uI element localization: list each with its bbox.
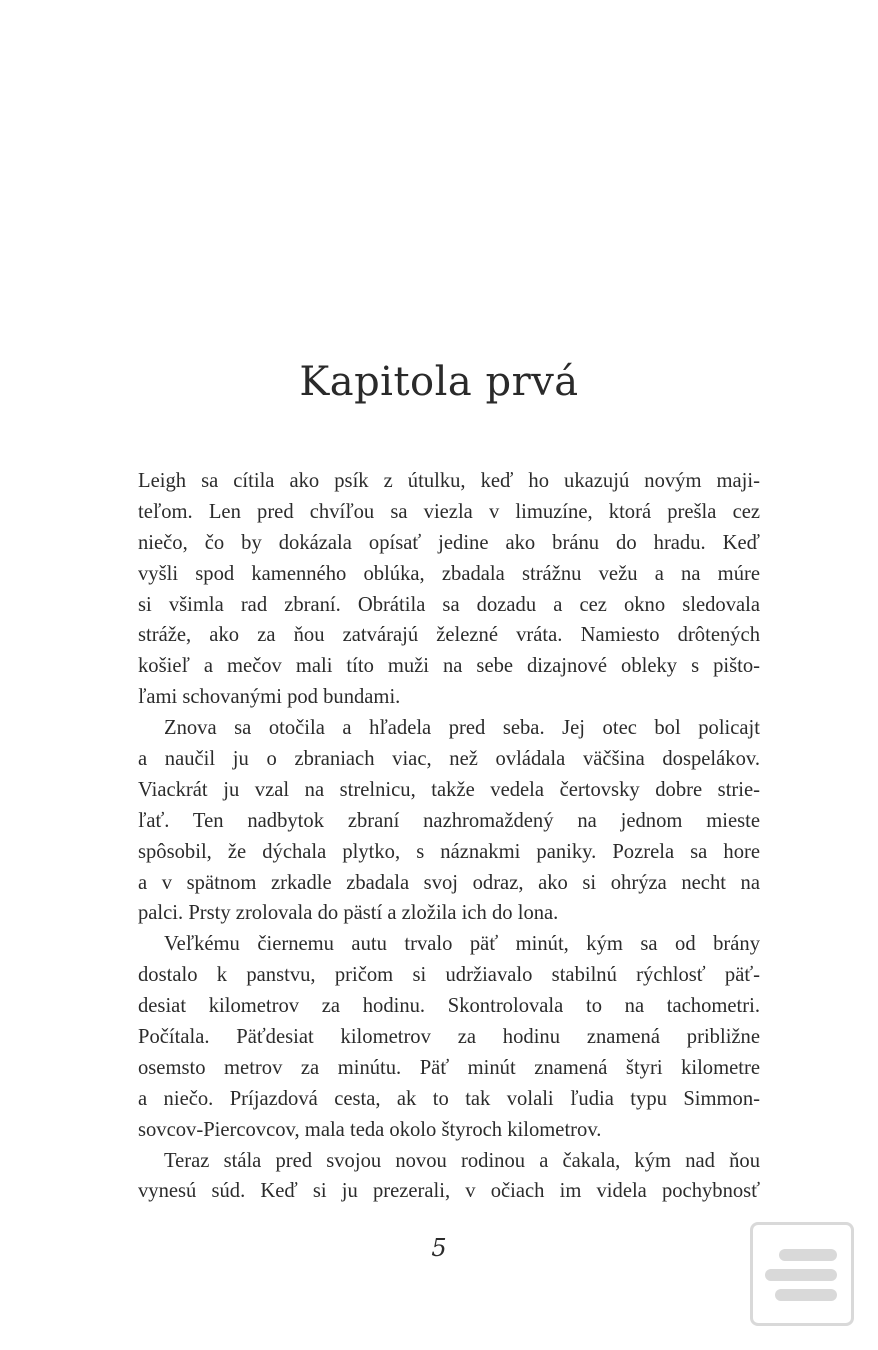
text-line: dostalo k panstvu, pričom si udržiavalo stabilnú rýchlosť päť- [138, 964, 760, 987]
text-line: spôsobil, že dýchala plytko, s náznakmi paniky. Pozrela sa hore [138, 840, 760, 863]
text-line: desiat kilometrov za hodinu. Skontrolovala to na tachometri. [138, 995, 760, 1018]
text-line: a v spätnom zrkadle zbadala svoj odraz, ako si ohrýza necht na [138, 871, 760, 894]
paragraph [138, 1146, 760, 1208]
text-line: palci. Prsty zrolovala do pästí a zložila ich do lona. [138, 902, 559, 925]
text-line: a niečo. Príjazdová cesta, ak to tak volali ľudia typu Simmon- [138, 1087, 760, 1110]
text-line: vynesú súd. Keď si ju prezerali, v očiach im videla pochybnosť [138, 1180, 760, 1203]
text-line: a naučil ju o zbraniach viac, než ovládala väčšina dospelákov. [138, 748, 760, 771]
text-line: Leigh sa cítila ako psík z útulku, keď ho ukazujú novým maji- [138, 470, 760, 492]
text-line: si všimla rad zbraní. Obrátila sa dozadu a cez okno sledovala [138, 593, 760, 616]
text-line: ľami schovanými pod bundami. [138, 686, 401, 709]
text-line: vyšli spod kamenného oblúka, zbadala strážnu vežu a na múre [138, 562, 760, 585]
page-number: 5 [431, 1234, 447, 1262]
chapter-title: Kapitola prvá [299, 359, 579, 405]
text-line: teľom. Len pred chvíľou sa viezla v limuzíne, ktorá prešla cez [138, 500, 760, 523]
text-line: Viackrát ju vzal na strelnicu, takže vedela čertovsky dobre strie- [138, 778, 760, 801]
text-line: Znova sa otočila a hľadela pred seba. Jej otec bol policajt [164, 717, 760, 740]
text-line: sovcov-Piercovcov, mala teda okolo štyroch kilometrov. [138, 1118, 602, 1141]
paragraph [138, 929, 760, 1145]
text-line: Veľkému čiernemu autu trvalo päť minút, kým sa od brány [164, 933, 760, 956]
paragraph [138, 466, 760, 713]
body-text [138, 466, 760, 1207]
menu-lines-icon [753, 1225, 851, 1323]
text-line: ľať. Ten nadbytok zbraní nazhromaždený na jednom mieste [138, 809, 760, 832]
text-line: košieľ a mečov mali títo muži na sebe dizajnové obleky s pišto- [138, 655, 760, 678]
text-line: osemsto metrov za minútu. Päť minút znamená štyri kilometre [138, 1056, 760, 1079]
text-line: Počítala. Päťdesiat kilometrov za hodinu znamená približne [138, 1026, 760, 1049]
text-line: Teraz stála pred svojou novou rodinou a čakala, kým nad ňou [164, 1149, 760, 1172]
menu-button[interactable] [750, 1222, 854, 1326]
text-line: stráže, ako za ňou zatvárajú železné vráta. Namiesto drôtených [138, 624, 760, 647]
paragraph [138, 713, 760, 929]
text-line: niečo, čo by dokázala opísať jedine ako bránu do hradu. Keď [138, 531, 760, 554]
